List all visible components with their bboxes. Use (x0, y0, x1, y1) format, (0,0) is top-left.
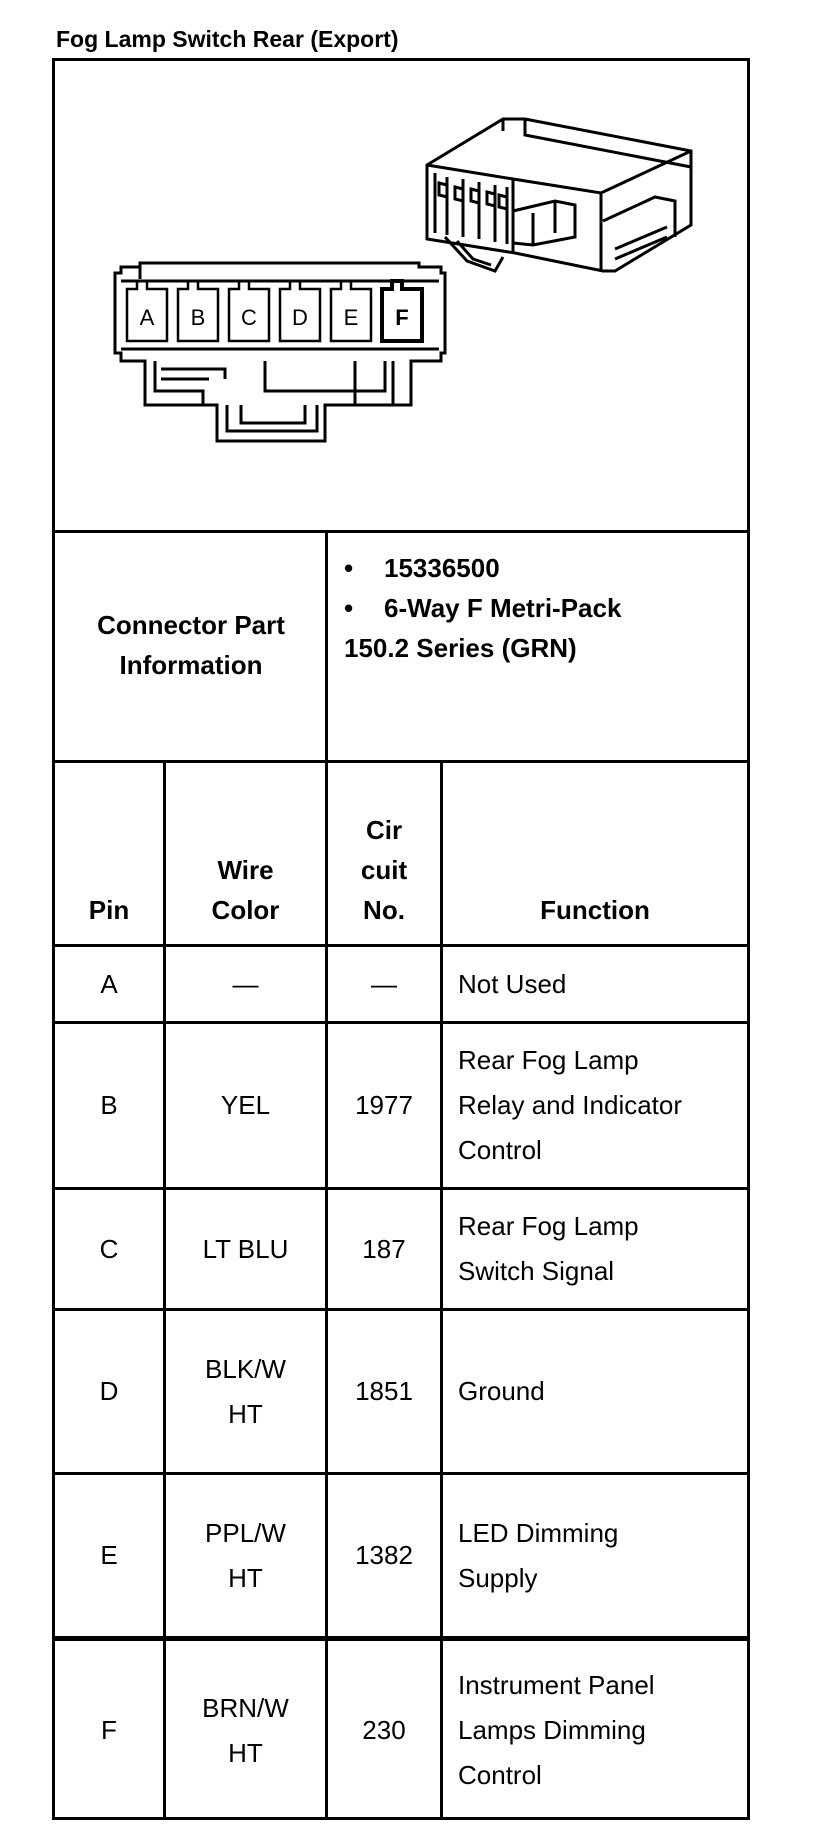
table-cell-text (100, 1083, 117, 1128)
table-cell-function (458, 1024, 747, 1187)
cell-line: Rear Fog Lamp (458, 1211, 639, 1241)
list-item (344, 548, 744, 588)
cell-line: Control (458, 1760, 542, 1790)
cell-line: A (100, 968, 118, 999)
cell-line: Instrument Panel (458, 1670, 655, 1700)
table-cell-function (458, 1190, 747, 1308)
cell-line: Rear Fog Lamp (458, 1045, 639, 1075)
pin-letter: A (139, 305, 155, 330)
table-cell-text (355, 1533, 413, 1578)
table-cell-text (458, 1663, 655, 1798)
bullet-icon: • (344, 593, 354, 623)
table-cell-pin (55, 1190, 163, 1308)
table-cell-text (371, 962, 397, 1007)
table-cell-pin (55, 1644, 163, 1817)
table-cell-text (355, 1083, 413, 1128)
cell-line: 1382 (355, 1540, 413, 1570)
pin-letter: C (241, 305, 257, 330)
header-circuit-line3: No. (363, 895, 405, 925)
table-cell-text (202, 1686, 289, 1776)
table-cell-text (458, 1204, 639, 1294)
connector-illustration (55, 61, 747, 531)
table-cell-text (362, 1708, 405, 1753)
table-cell-text (203, 1227, 289, 1272)
cell-line: HT (228, 1398, 263, 1429)
connector-info-label-text: Connector Part Information (97, 610, 285, 680)
table-cell-text (221, 1083, 270, 1128)
cell-line: — (232, 968, 259, 999)
cell-line: E (100, 1540, 118, 1570)
table-cell-wire (166, 1475, 325, 1636)
table-cell-text (100, 962, 117, 1007)
table-cell-wire (166, 1190, 325, 1308)
table-cell-circuit (328, 947, 440, 1021)
cell-line: HT (228, 1737, 263, 1768)
table-cell-pin (55, 1475, 163, 1636)
cell-line: — (371, 968, 397, 999)
table-cell-text (458, 1369, 545, 1414)
part-number: 15336500 (384, 553, 500, 583)
cell-line: Relay and Indicator (458, 1090, 683, 1120)
header-circuit-number (328, 810, 440, 930)
table-cell-text (458, 1511, 618, 1601)
header-wire-color-line1: Wire (217, 855, 274, 885)
table-cell-wire (166, 947, 325, 1021)
connector-series: 150.2 Series (GRN) (344, 633, 577, 663)
table-cell-pin (55, 947, 163, 1021)
pin-letter: D (292, 305, 308, 330)
header-wire-color-line2: Color (211, 895, 280, 925)
cell-line: BRN/W (202, 1692, 289, 1723)
table-cell-text (100, 1227, 119, 1272)
table-cell-function (458, 1644, 747, 1817)
table-cell-text (100, 1369, 119, 1414)
cell-line: Control (458, 1135, 542, 1165)
header-wire-color (166, 850, 325, 930)
table-cell-function (458, 947, 747, 1021)
table-cell-circuit (328, 1475, 440, 1636)
cell-line: Not Used (458, 968, 567, 999)
cell-line: Switch Signal (458, 1256, 615, 1286)
cell-line: PPL/W (205, 1517, 286, 1548)
cell-line: YEL (220, 1090, 271, 1120)
table-cell-pin (55, 1311, 163, 1472)
cell-line: 187 (362, 1233, 406, 1264)
cell-line: 1851 (355, 1376, 413, 1406)
table-bottom-border (52, 1817, 750, 1820)
table-cell-text (355, 1369, 413, 1414)
header-pin: Pin (88, 895, 130, 925)
table-cell-circuit (328, 1024, 440, 1187)
table-cell-circuit (328, 1311, 440, 1472)
table-cell-wire (166, 1024, 325, 1187)
cell-line: LT BLU (202, 1233, 289, 1264)
table-cell-function (458, 1311, 747, 1472)
cell-line: Lamps Dimming (458, 1715, 646, 1745)
table-cell-circuit (328, 1190, 440, 1308)
table-cell-text (233, 962, 259, 1007)
pin-letter: F (395, 305, 409, 330)
table-cell-text (458, 962, 566, 1007)
header-circuit-line2: cuit (360, 855, 408, 885)
cell-line: D (99, 1376, 119, 1406)
table-cell-circuit (328, 1644, 440, 1817)
cell-line: 230 (362, 1715, 406, 1745)
table-cell-function (458, 1475, 747, 1636)
connector-info-label (55, 605, 327, 685)
cell-line: LED Dimming (458, 1517, 619, 1548)
divider-row-e (52, 1636, 750, 1641)
table-cell-text (458, 1038, 682, 1173)
table-cell-text (362, 1227, 405, 1272)
connector-info-list (344, 548, 744, 668)
cell-line: B (100, 1090, 118, 1120)
connector-description: 6-Way F Metri-Pack (384, 593, 622, 623)
page-title: Fog Lamp Switch Rear (Export) (56, 26, 399, 52)
cell-line: Supply (458, 1562, 538, 1593)
cell-line: 1977 (355, 1090, 413, 1120)
header-circuit-line1: Cir (365, 815, 403, 845)
table-cell-text (100, 1533, 117, 1578)
cell-line: F (101, 1715, 117, 1745)
cell-line: Ground (458, 1376, 545, 1406)
header-function: Function (540, 895, 650, 925)
table-cell-wire (166, 1644, 325, 1817)
pin-letter: E (343, 305, 359, 330)
cell-line: BLK/W (205, 1353, 286, 1384)
bullet-icon: • (344, 553, 354, 583)
table-cell-wire (166, 1311, 325, 1472)
table-cell-text (205, 1511, 286, 1601)
connector-diagram (55, 61, 747, 531)
cell-line: C (99, 1233, 119, 1264)
list-item (344, 588, 744, 628)
table-cell-text (205, 1347, 286, 1437)
table-cell-text (101, 1708, 117, 1753)
cell-line: HT (228, 1562, 263, 1593)
divider-info (52, 760, 750, 763)
pin-letter: B (190, 305, 206, 330)
table-cell-pin (55, 1024, 163, 1187)
